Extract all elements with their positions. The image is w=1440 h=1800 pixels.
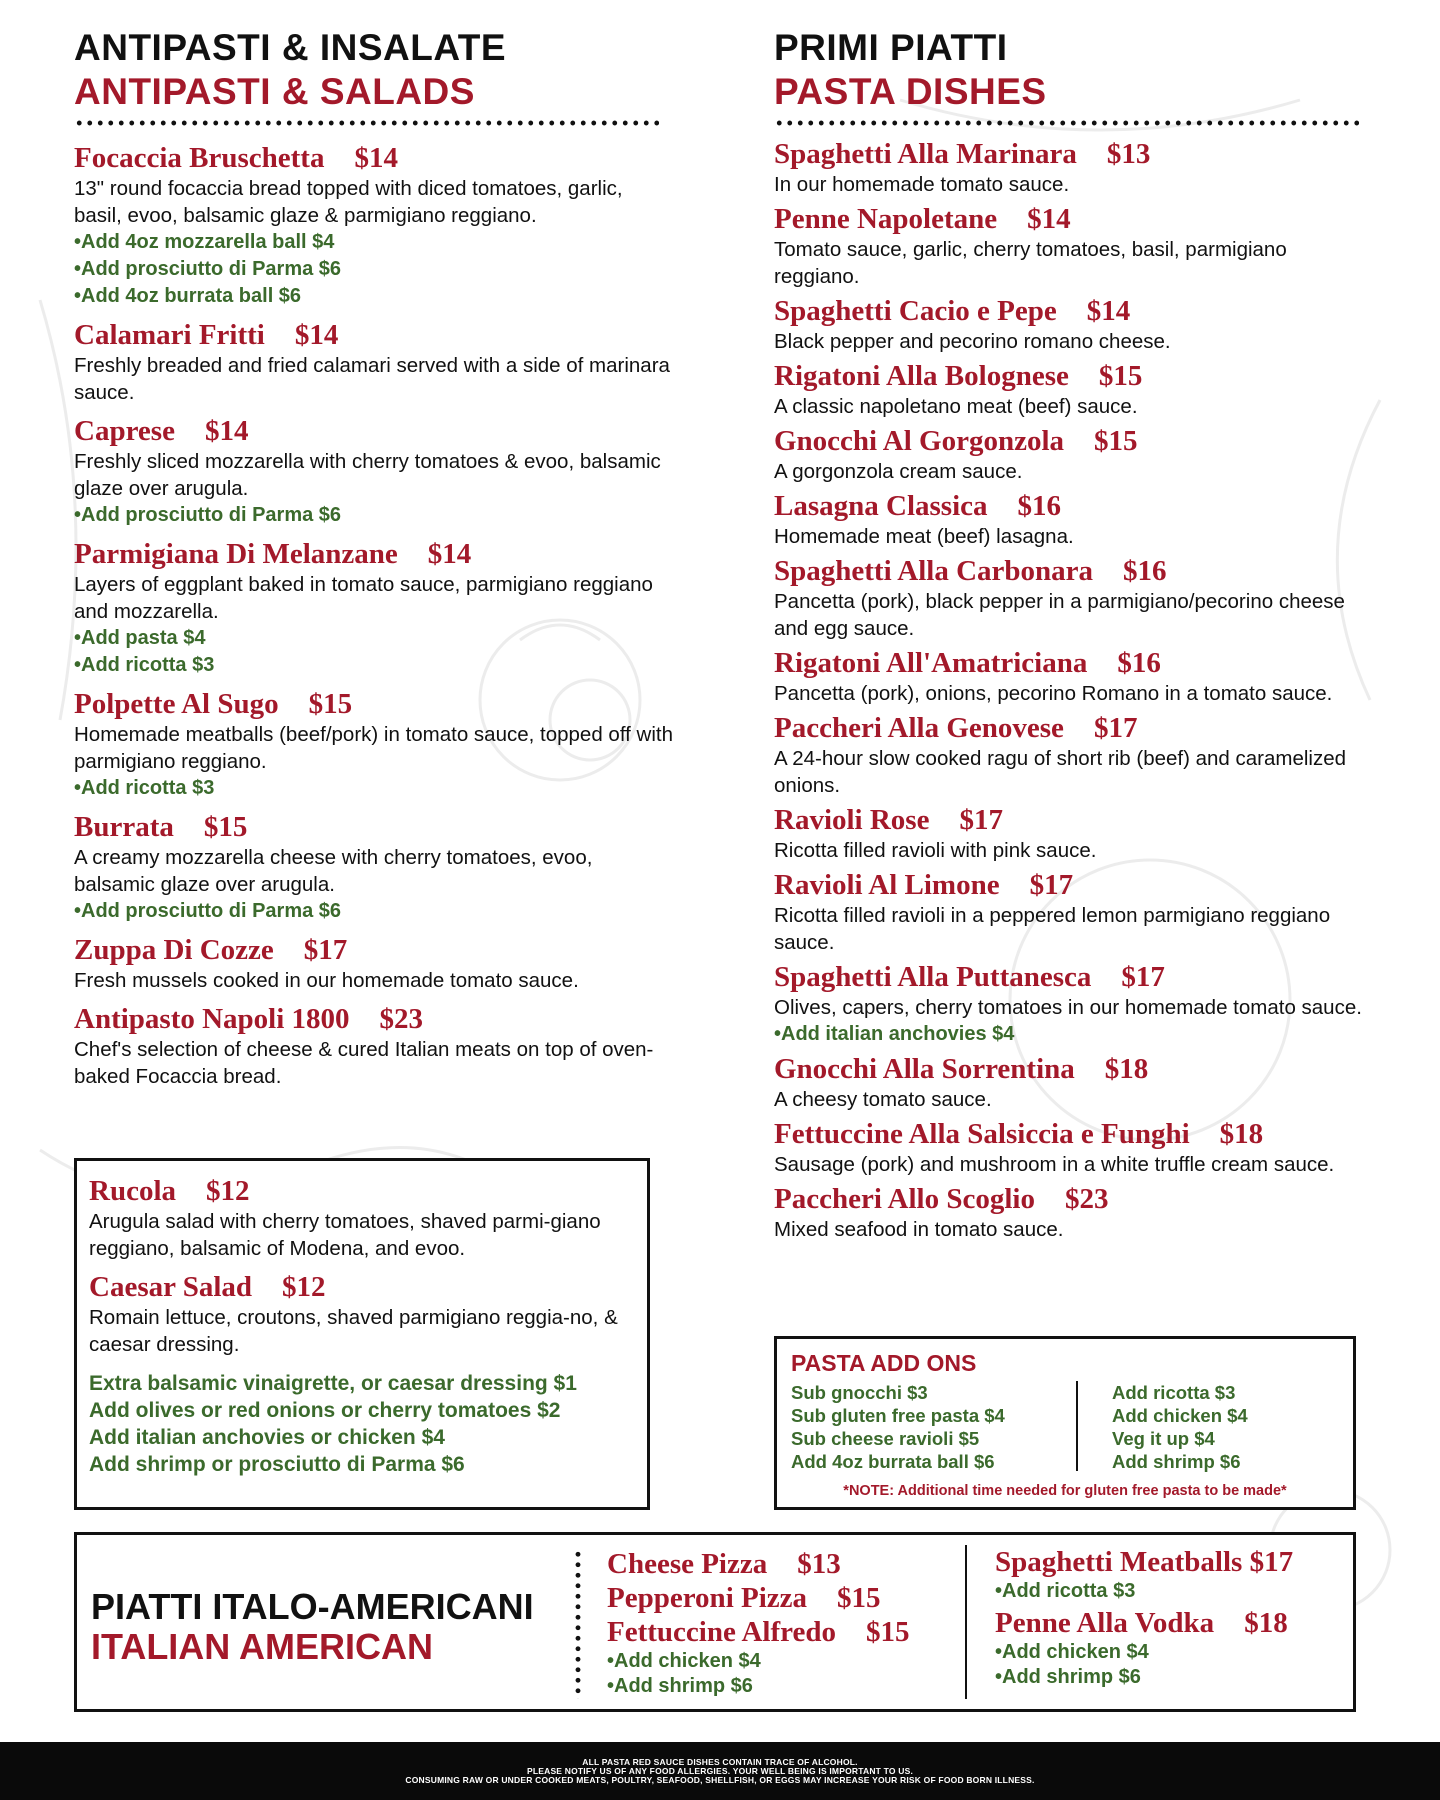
pasta-addon-option: Add ricotta $3 — [1112, 1382, 1236, 1403]
salad-extras-list — [89, 1370, 635, 1478]
salad-extra: Add shrimp or prosciutto di Parma $6 — [89, 1453, 465, 1476]
item-description: In our homemade tomato sauce. — [774, 173, 1070, 196]
item-description: A creamy mozzarella cheese with cherry tomatoes, evoo, balsamic glaze over arugula. — [74, 846, 593, 896]
item-description: Layers of eggplant baked in tomato sauce, parmigiano reggiano and mozzarella. — [74, 573, 653, 623]
item-addon: •Add ricotta $3 — [74, 654, 215, 676]
item-price: $17 — [959, 804, 1003, 836]
item-description: Mixed seafood in tomato sauce. — [774, 1218, 1064, 1241]
item-addon: •Add 4oz burrata ball $6 — [74, 285, 302, 307]
pasta-addons-title: PASTA ADD ONS — [791, 1350, 977, 1376]
gluten-free-note: *NOTE: Additional time needed for gluten free pasta to be made* — [843, 1483, 1287, 1499]
italian-american-heading — [91, 1587, 534, 1667]
pasta-addons-columns — [791, 1381, 1339, 1473]
item-price: $17 — [303, 934, 348, 966]
item-price: $15 — [1098, 360, 1143, 392]
item-description: Black pepper and pecorino romano cheese. — [774, 330, 1171, 353]
item-price: $23 — [379, 1003, 424, 1035]
item-price: $15 — [203, 811, 248, 843]
menu-item — [774, 961, 1374, 1048]
section-heading-english: ITALIAN AMERICAN — [91, 1626, 433, 1667]
menu-item — [607, 1547, 1007, 1581]
menu-item — [774, 555, 1374, 642]
italian-american-box — [74, 1532, 1356, 1712]
menu-item — [74, 688, 674, 802]
item-price: $18 — [1244, 1607, 1288, 1639]
section-heading-english: ANTIPASTI & SALADS — [74, 71, 475, 112]
item-description: 13" round focaccia bread topped with diced tomatoes, garlic, basil, evoo, balsamic glaze & parmigiano reggiano. — [74, 177, 623, 227]
menu-item — [774, 360, 1374, 420]
item-price: $17 — [1249, 1546, 1294, 1578]
item-price: $14 — [1086, 295, 1131, 327]
antipasti-section — [74, 26, 674, 1099]
item-addon: •Add shrimp $6 — [995, 1666, 1141, 1688]
item-price: $14 — [1027, 203, 1071, 235]
section-heading-italian: PIATTI ITALO-AMERICANI — [91, 1586, 534, 1627]
item-addon: •Add italian anchovies $4 — [774, 1023, 1015, 1045]
item-description: Olives, capers, cherry tomatoes in our homemade tomato sauce. — [774, 996, 1362, 1019]
item-name: Gnocchi Alla Sorrentina — [774, 1053, 1075, 1085]
item-description: Ricotta filled ravioli with pink sauce. — [774, 839, 1097, 862]
item-price: $16 — [1123, 555, 1167, 587]
pasta-addon-option: Sub gluten free pasta $4 — [791, 1405, 1005, 1426]
item-price: $14 — [354, 142, 398, 174]
column-divider — [965, 1545, 967, 1699]
menu-item — [774, 804, 1374, 864]
item-description: Pancetta (pork), onions, pecorino Romano in a tomato sauce. — [774, 682, 1333, 705]
item-description: A cheesy tomato sauce. — [774, 1088, 992, 1111]
menu-item — [74, 415, 674, 529]
item-name: Spaghetti Cacio e Pepe — [774, 295, 1057, 327]
item-price: $15 — [837, 1582, 881, 1614]
menu-item — [774, 295, 1374, 355]
pasta-addons-column — [1112, 1381, 1248, 1473]
item-price: $15 — [865, 1616, 910, 1648]
menu-item — [774, 647, 1374, 707]
item-name: Caesar Salad — [89, 1271, 253, 1303]
item-addon: •Add prosciutto di Parma $6 — [74, 504, 342, 526]
item-price: $15 — [308, 688, 353, 720]
item-name: Zuppa Di Cozze — [74, 934, 274, 966]
menu-item — [774, 869, 1374, 956]
section-heading-italian: ANTIPASTI & INSALATE — [74, 27, 507, 68]
item-name: Spaghetti Alla Marinara — [774, 138, 1077, 170]
item-description: A 24-hour slow cooked ragu of short rib (beef) and caramelized onions. — [774, 747, 1347, 797]
item-price: $16 — [1017, 490, 1062, 522]
pasta-addon-option: Veg it up $4 — [1112, 1428, 1215, 1449]
item-name: Ravioli Al Limone — [774, 869, 1000, 901]
menu-item — [995, 1606, 1345, 1640]
item-price: $18 — [1104, 1053, 1149, 1085]
item-addon: •Add prosciutto di Parma $6 — [74, 900, 342, 922]
item-name: Gnocchi Al Gorgonzola — [774, 425, 1064, 457]
item-name: Pepperoni Pizza — [607, 1582, 808, 1614]
menu-item — [774, 1118, 1374, 1178]
item-price: $23 — [1064, 1183, 1109, 1215]
antipasti-list — [74, 142, 674, 1090]
menu-item — [74, 319, 674, 406]
menu-item — [774, 203, 1374, 290]
item-addon: •Add chicken $4 — [995, 1641, 1149, 1663]
menu-item — [607, 1615, 1007, 1649]
section-heading-english: PASTA DISHES — [774, 71, 1047, 112]
item-name: Burrata — [74, 811, 174, 843]
item-addon: •Add shrimp $6 — [607, 1675, 753, 1697]
item-name: Polpette Al Sugo — [74, 688, 279, 720]
item-addon: •Add ricotta $3 — [995, 1580, 1136, 1602]
menu-item — [74, 142, 674, 310]
menu-item — [74, 811, 674, 925]
dotted-divider-vertical — [575, 1549, 581, 1699]
item-addon: •Add ricotta $3 — [74, 777, 215, 799]
item-description: Arugula salad with cherry tomatoes, shaved parmi-giano reggiano, balsamic of Modena, and evoo. — [89, 1210, 601, 1260]
salad-extra: Extra balsamic vinaigrette, or caesar dressing $1 — [89, 1372, 577, 1395]
salads-box — [74, 1158, 650, 1510]
footer-line: PLEASE NOTIFY US OF ANY FOOD ALLERGIES. YOUR WELL BEING IS IMPORTANT TO US. — [526, 1766, 914, 1776]
item-name: Caprese — [74, 415, 175, 447]
item-description: Freshly breaded and fried calamari served with a side of marinara sauce. — [74, 354, 670, 404]
item-addon: •Add prosciutto di Parma $6 — [74, 258, 342, 280]
item-price: $12 — [206, 1175, 250, 1207]
item-name: Spaghetti Meatballs — [995, 1546, 1243, 1578]
item-name: Penne Alla Vodka — [995, 1607, 1215, 1639]
item-description: Freshly sliced mozzarella with cherry tomatoes & evoo, balsamic glaze over arugula. — [74, 450, 661, 500]
item-description: Homemade meatballs (beef/pork) in tomato sauce, topped off with parmigiano reggiano. — [74, 723, 673, 773]
menu-item — [89, 1271, 635, 1358]
menu-item — [774, 138, 1374, 198]
item-price: $17 — [1121, 961, 1165, 993]
salad-extra: Add italian anchovies or chicken $4 — [89, 1426, 445, 1449]
italian-american-column — [995, 1545, 1345, 1690]
menu-item — [995, 1545, 1345, 1579]
item-name: Cheese Pizza — [607, 1548, 768, 1580]
item-description: A gorgonzola cream sauce. — [774, 460, 1023, 483]
menu-item — [774, 1053, 1374, 1113]
item-name: Focaccia Bruschetta — [74, 142, 325, 174]
menu-item — [74, 1003, 674, 1090]
menu-item — [607, 1581, 1007, 1615]
item-name: Ravioli Rose — [774, 804, 930, 836]
item-price: $14 — [427, 538, 472, 570]
item-description: Fresh mussels cooked in our homemade tomato sauce. — [74, 969, 579, 992]
menu-item — [774, 425, 1374, 485]
item-name: Rigatoni All'Amatriciana — [774, 647, 1088, 679]
menu-item — [774, 712, 1374, 799]
pasta-addon-option: Add chicken $4 — [1112, 1405, 1248, 1426]
menu-item — [74, 934, 674, 994]
column-divider — [1076, 1381, 1078, 1471]
footer-line: ALL PASTA RED SAUCE DISHES CONTAIN TRACE OF ALCOHOL. — [582, 1757, 858, 1767]
item-name: Fettuccine Alfredo — [607, 1616, 836, 1648]
item-description: Homemade meat (beef) lasagna. — [774, 525, 1074, 548]
item-price: $12 — [282, 1271, 326, 1303]
item-name: Paccheri Alla Genovese — [774, 712, 1064, 744]
item-price: $15 — [1094, 425, 1138, 457]
primi-section — [774, 26, 1374, 1248]
menu-item — [74, 538, 674, 679]
item-description: Sausage (pork) and mushroom in a white truffle cream sauce. — [774, 1153, 1335, 1176]
pasta-addons-box — [774, 1336, 1356, 1510]
pasta-addon-option: Sub cheese ravioli $5 — [791, 1428, 980, 1449]
item-description: Ricotta filled ravioli in a peppered lemon parmigiano reggiano sauce. — [774, 904, 1331, 954]
item-name: Parmigiana Di Melanzane — [74, 538, 398, 570]
item-name: Fettuccine Alla Salsiccia e Funghi — [774, 1118, 1190, 1150]
menu-item — [774, 490, 1374, 550]
item-description: Tomato sauce, garlic, cherry tomatoes, basil, parmigiano reggiano. — [774, 238, 1287, 288]
dotted-divider — [74, 120, 659, 126]
allergy-disclaimer-footer — [0, 1742, 1440, 1800]
item-description: Pancetta (pork), black pepper in a parmigiano/pecorino cheese and egg sauce. — [774, 590, 1345, 640]
pasta-list — [774, 138, 1374, 1243]
section-heading-italian: PRIMI PIATTI — [774, 27, 1008, 68]
item-description: Chef's selection of cheese & cured Italian meats on top of oven-baked Focaccia bread. — [74, 1038, 654, 1088]
dotted-divider — [774, 120, 1359, 126]
item-name: Paccheri Allo Scoglio — [774, 1183, 1035, 1215]
item-name: Calamari Fritti — [74, 319, 265, 351]
menu-item — [89, 1175, 635, 1262]
item-price: $18 — [1219, 1118, 1264, 1150]
pasta-addon-option: Sub gnocchi $3 — [791, 1382, 928, 1403]
item-addon: •Add chicken $4 — [607, 1650, 761, 1672]
item-name: Lasagna Classica — [774, 490, 988, 522]
item-description: Romain lettuce, croutons, shaved parmigiano reggia-no, & caesar dressing. — [89, 1306, 618, 1356]
item-addon: •Add 4oz mozzarella ball $4 — [74, 231, 335, 253]
item-name: Penne Napoletane — [774, 203, 998, 235]
item-name: Rigatoni Alla Bolognese — [774, 360, 1069, 392]
item-price: $13 — [797, 1548, 841, 1580]
item-addon: •Add pasta $4 — [74, 627, 206, 649]
item-price: $17 — [1093, 712, 1138, 744]
italian-american-column — [607, 1547, 1007, 1699]
pasta-addons-column — [791, 1381, 1076, 1473]
menu-item — [774, 1183, 1374, 1243]
pasta-addon-option: Add 4oz burrata ball $6 — [791, 1451, 995, 1472]
item-price: $13 — [1106, 138, 1151, 170]
footer-line: CONSUMING RAW OR UNDER COOKED MEATS, POULTRY, SEAFOOD, SHELLFISH, OR EGGS MAY INCREASE YOUR RISK OF FOOD BORN ILLNESS. — [405, 1775, 1035, 1785]
item-name: Spaghetti Alla Puttanesca — [774, 961, 1092, 993]
item-name: Antipasto Napoli 1800 — [74, 1003, 350, 1035]
item-price: $17 — [1029, 869, 1074, 901]
item-name: Rucola — [89, 1175, 176, 1207]
item-price: $16 — [1117, 647, 1161, 679]
item-name: Spaghetti Alla Carbonara — [774, 555, 1094, 587]
pasta-addon-option: Add shrimp $6 — [1112, 1451, 1241, 1472]
item-price: $14 — [294, 319, 339, 351]
salad-extra: Add olives or red onions or cherry tomatoes $2 — [89, 1399, 561, 1422]
item-price: $14 — [204, 415, 249, 447]
item-description: A classic napoletano meat (beef) sauce. — [774, 395, 1138, 418]
